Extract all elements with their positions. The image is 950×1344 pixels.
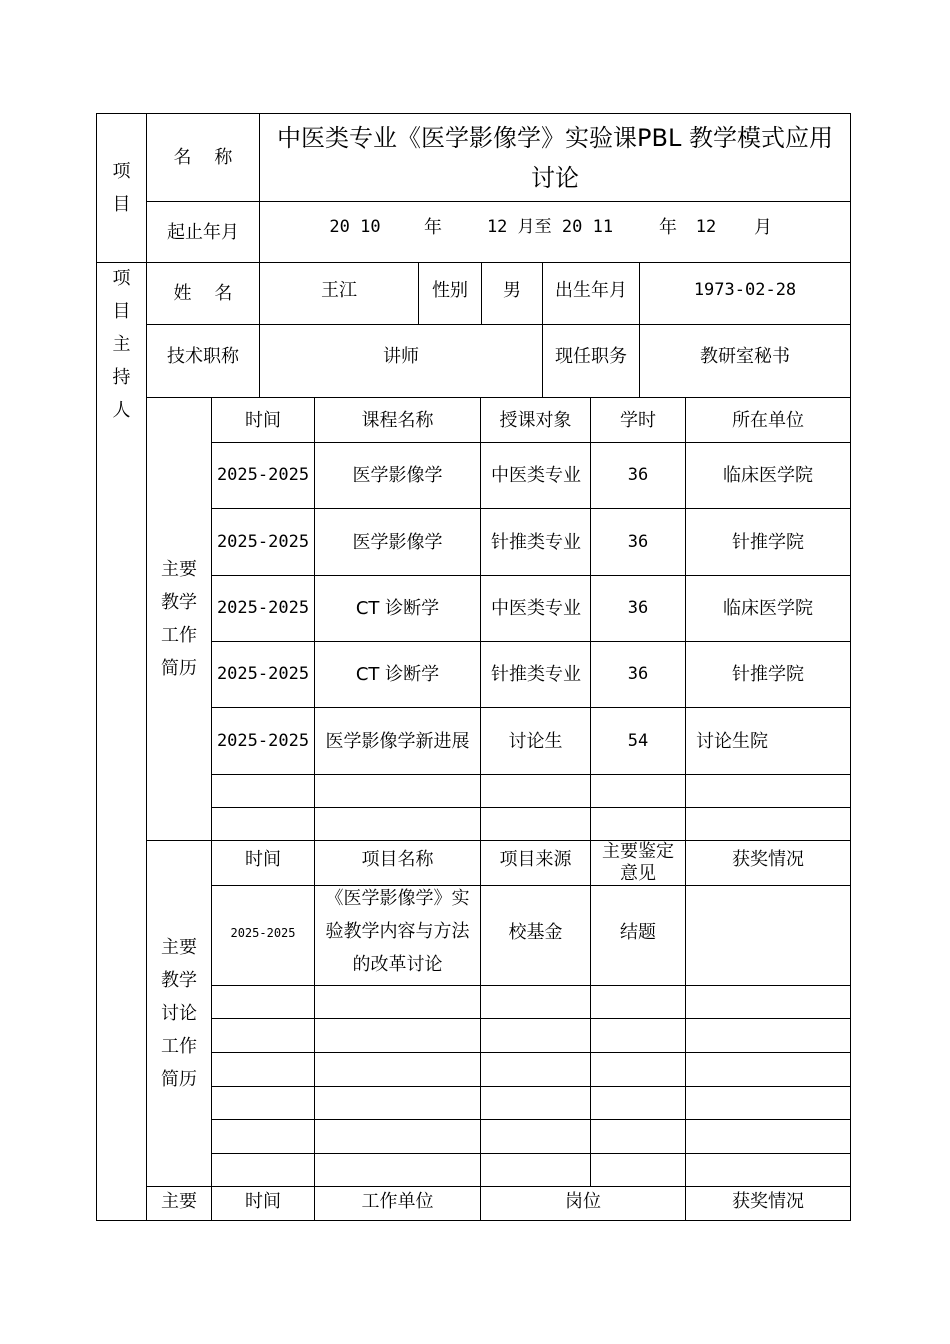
project-name-value: 中医类专业《医学影像学》实验课PBL 教学模式应用讨论 bbox=[277, 123, 833, 192]
table-cell-audience: 针推类专业 bbox=[491, 531, 581, 553]
host-gender-label: 性别 bbox=[432, 280, 468, 301]
research-header-time: 时间 bbox=[245, 849, 281, 870]
table-cell-project-name: 《医学影像学》实验教学内容与方法的改革讨论 bbox=[325, 887, 470, 975]
work-header-unit: 工作单位 bbox=[361, 1190, 434, 1212]
table-cell-time: 2025-2025 bbox=[230, 925, 296, 940]
rule bbox=[211, 1018, 851, 1019]
table-cell-hours: 36 bbox=[627, 531, 649, 552]
work-header-time: 时间 bbox=[245, 1190, 281, 1212]
host-gender-value: 男 bbox=[503, 280, 521, 301]
host-position-label: 现任职务 bbox=[555, 346, 627, 367]
table-cell-course: 医学影像学新进展 bbox=[325, 730, 470, 752]
table-cell-hours: 36 bbox=[627, 598, 649, 618]
work-label: 主要 bbox=[161, 1190, 197, 1212]
host-position-value: 教研室秘书 bbox=[700, 346, 790, 367]
host-title-value: 讲师 bbox=[383, 346, 419, 367]
rule bbox=[211, 1086, 851, 1087]
table-cell-time: 2025-2025 bbox=[216, 531, 310, 552]
rule bbox=[211, 1153, 851, 1154]
research-label: 主要 教学 讨论 工作 简历 bbox=[161, 937, 197, 1090]
rule bbox=[211, 985, 851, 986]
period-start-year: 20 10 bbox=[329, 216, 381, 237]
work-header-post: 岗位 bbox=[565, 1190, 601, 1212]
research-header-source: 项目来源 bbox=[499, 849, 572, 870]
table-cell-time: 2025-2025 bbox=[216, 465, 310, 485]
host-birth-label: 出生年月 bbox=[555, 280, 627, 301]
table-cell-time: 2025-2025 bbox=[216, 730, 310, 751]
table-cell-awards bbox=[686, 886, 850, 978]
table-cell-course: 医学影像学 bbox=[352, 531, 443, 553]
rule bbox=[259, 113, 260, 263]
table-cell-source: 校基金 bbox=[508, 921, 563, 943]
teaching-header-time: 时间 bbox=[245, 409, 281, 431]
rule bbox=[480, 397, 481, 1221]
teaching-header-unit: 所在单位 bbox=[732, 409, 804, 431]
teaching-header-hours: 学时 bbox=[620, 409, 656, 431]
table-cell-unit: 临床医学院 bbox=[723, 598, 813, 619]
rule-bottom bbox=[96, 1220, 851, 1221]
period-month-range: 12 月至 20 11 bbox=[486, 216, 614, 237]
table-cell-unit: 临床医学院 bbox=[723, 465, 813, 486]
project-label: 项 目 bbox=[112, 161, 131, 215]
period-year-char: 年 bbox=[424, 216, 442, 238]
research-header-appraisal: 主要鉴定意见 bbox=[602, 841, 674, 884]
table-cell-time: 2025-2025 bbox=[216, 598, 310, 618]
table-cell-hours: 36 bbox=[627, 664, 649, 684]
rule bbox=[211, 774, 851, 775]
project-name-label: 名 称 bbox=[173, 147, 233, 168]
table-cell-course: 医学影像学 bbox=[352, 465, 443, 486]
table-cell-unit: 讨论生院 bbox=[696, 730, 768, 752]
research-header-name: 项目名称 bbox=[361, 849, 434, 870]
teaching-header-audience: 授课对象 bbox=[499, 409, 572, 431]
table-cell-time: 2025-2025 bbox=[216, 664, 310, 684]
teaching-label: 主要 教学 工作 简历 bbox=[161, 559, 197, 679]
table-cell-audience: 针推类专业 bbox=[491, 664, 581, 685]
period-month-char: 月 bbox=[754, 216, 772, 238]
table-cell-hours: 54 bbox=[627, 730, 649, 751]
rule bbox=[211, 1052, 851, 1053]
host-title-label: 技术职称 bbox=[167, 346, 239, 367]
rule bbox=[211, 807, 851, 808]
period-year-char: 年 bbox=[659, 216, 677, 238]
project-period-label: 起止年月 bbox=[167, 221, 239, 243]
period-end-month: 12 bbox=[695, 216, 717, 237]
table-cell-audience: 讨论生 bbox=[508, 730, 563, 752]
rule-right bbox=[850, 113, 851, 1221]
work-header-awards: 获奖情况 bbox=[732, 1190, 804, 1212]
table-cell-course: CT 诊断学 bbox=[355, 598, 440, 619]
host-birth-value: 1973-02-28 bbox=[693, 280, 797, 300]
host-name-label: 姓 名 bbox=[173, 283, 233, 304]
table-cell-appraisal: 结题 bbox=[620, 921, 656, 943]
research-header-awards: 获奖情况 bbox=[732, 849, 804, 870]
host-label: 项 目 主 持 人 bbox=[112, 268, 131, 421]
table-cell-audience: 中医类专业 bbox=[491, 598, 581, 619]
rule bbox=[211, 1119, 851, 1120]
table-cell-unit: 针推学院 bbox=[732, 664, 804, 685]
table-cell-course: CT 诊断学 bbox=[355, 664, 440, 685]
table-cell-unit: 针推学院 bbox=[732, 531, 804, 553]
table-cell-hours: 36 bbox=[627, 465, 649, 485]
teaching-header-course: 课程名称 bbox=[361, 409, 434, 431]
table-cell-audience: 中医类专业 bbox=[491, 465, 581, 486]
host-name-value: 王江 bbox=[321, 280, 357, 301]
